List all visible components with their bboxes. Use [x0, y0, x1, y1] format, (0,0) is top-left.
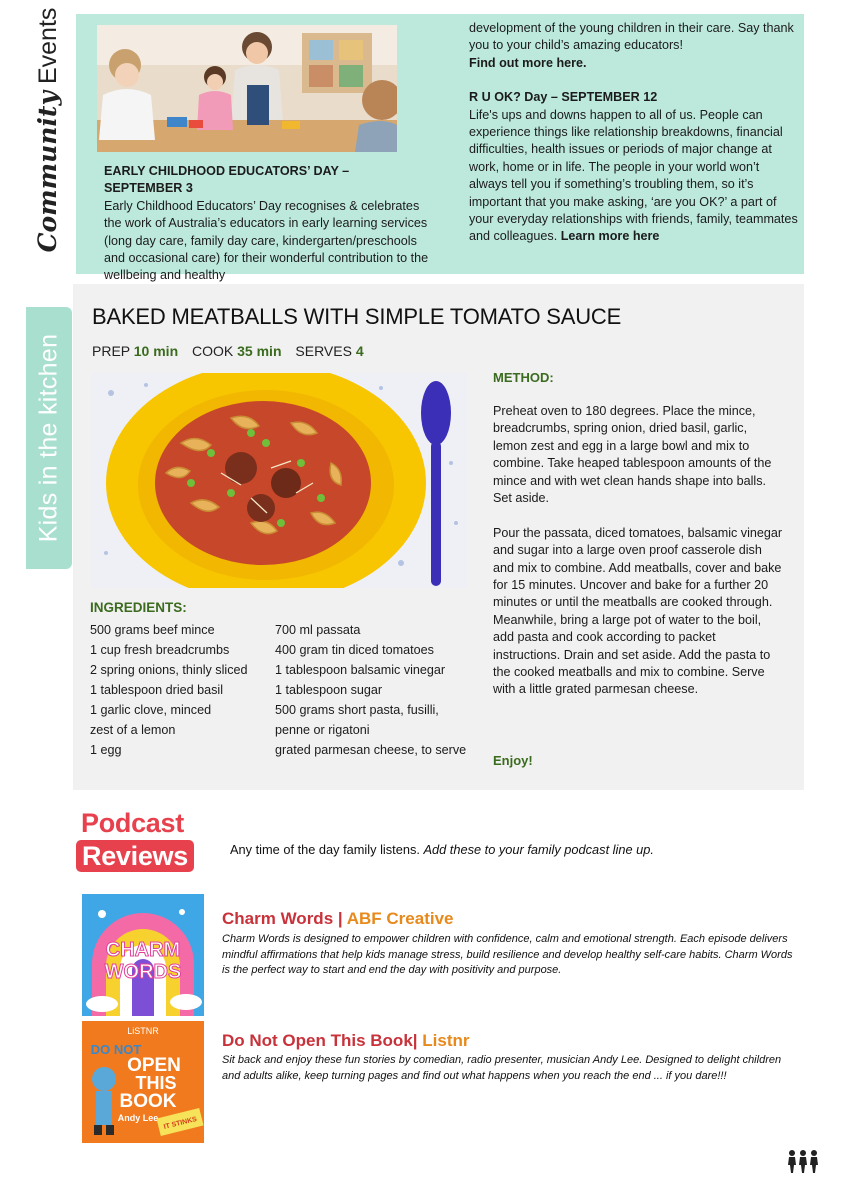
ruok-day-body: Life's ups and downs happen to all of us. People can experience things like relationship breakdowns, financial difficulties, health issues or periods of major change at work, home or in life. The people in your world won’t always tell you if something’s troubling them, so it’s important that you make asking, ‘are you OK?’ a part of your everyday relationships with friends, family, teammates and colleagues.: [469, 107, 798, 244]
ingredient-item: 700 ml passata: [275, 623, 361, 637]
charm-words-description: Charm Words is designed to empower children with confidence, calm and emotional strength. Each episode delivers mindful affirmations that help kids manage stress, build resilience and develop healthy self-care habits. Charm Words is the perfect way to start and end the day with positivity and purpose.: [222, 933, 793, 977]
enjoy-text: Enjoy!: [493, 753, 533, 768]
do-not-open-this-book-description: Sit back and enjoy these fun stories by comedian, radio presenter, musician Andy Lee. Designed to delight children and adults alike, keep turning pages and find out what happens when you reach the end ... if you dare!!!: [222, 1054, 782, 1082]
ingredient-item: zest of a lemon: [90, 723, 176, 737]
ingredient-item: 2 spring onions, thinly sliced: [90, 663, 248, 677]
educators-day-body-continued: development of the young children in their care. Say thank you to your child’s amazing educators!: [469, 21, 794, 53]
ingredient-item: 1 garlic clove, minced: [90, 703, 212, 717]
kids-in-kitchen-tab: [26, 307, 72, 569]
ingredients-list-2: [275, 620, 475, 760]
cover-sticker: IT STINKS: [163, 1115, 198, 1131]
charm-words-cover[interactable]: [82, 894, 204, 1016]
educators-classroom-photo: [97, 25, 397, 152]
podcast-publisher: ABF Creative: [346, 909, 454, 928]
serves-value: 4: [355, 343, 364, 359]
do-not-open-this-book-title[interactable]: [222, 1031, 470, 1051]
ingredient-item: 1 tablespoon balsamic vinegar: [275, 663, 446, 677]
podcast-logo-line1: Podcast: [81, 808, 184, 838]
method-heading: METHOD:: [493, 370, 554, 385]
community-label: Community: [33, 90, 62, 253]
recipe-title: BAKED MEATBALLS WITH SIMPLE TOMATO SAUCE: [92, 304, 622, 329]
podcast-tagline-sub: Add these to your family podcast line up.: [423, 842, 654, 857]
find-out-more-link[interactable]: Find out more here.: [469, 55, 587, 70]
ingredient-item: 500 grams beef mince: [90, 623, 215, 637]
ingredient-item: 400 gram tin diced tomatoes: [275, 643, 434, 657]
learn-more-link[interactable]: Learn more here: [560, 229, 660, 244]
charm-words-cover-text-2: WORDS: [104, 961, 182, 983]
method-text: [493, 403, 783, 699]
ingredient-item: 500 grams short pasta, fusilli,: [275, 703, 439, 717]
prep-label: PREP: [92, 343, 130, 359]
ingredients-heading: INGREDIENTS:: [90, 600, 187, 615]
cover-line-4: BOOK: [119, 1091, 177, 1112]
educators-day-heading: EARLY CHILDHOOD EDUCATORS’ DAY – SEPTEMBER 3: [104, 164, 350, 196]
prep-value: 10 min: [133, 343, 179, 359]
cook-label: COOK: [192, 343, 234, 359]
podcast-reviews-logo: [76, 808, 204, 874]
educators-day-body: Early Childhood Educators’ Day recognises & celebrates the work of Australia’s educators in early learning services (long day care, family day care, kindergarten/preschools and occasional care) for their wonderful contribution to the wellbeing and healthy: [104, 198, 429, 283]
kids-in-kitchen-label: Kids in the kitchen: [34, 333, 63, 543]
ruok-day-heading: R U OK? Day – SEPTEMBER 12: [469, 90, 658, 105]
recipe-panel: [73, 284, 804, 790]
ingredient-item: 1 cup fresh breadcrumbs: [90, 643, 230, 657]
podcast-publisher: Listnr: [422, 1031, 470, 1050]
podcast-logo-line2: Reviews: [76, 840, 194, 872]
podcast-name: Charm Words: [222, 909, 334, 928]
ingredient-item: penne or rigatoni: [275, 723, 370, 737]
title-separator: |: [333, 909, 347, 928]
ruok-day-column: [469, 20, 799, 246]
community-events-side-label: [28, 7, 68, 253]
podcast-name: Do Not Open This Book: [222, 1031, 413, 1050]
serves-label: SERVES: [295, 343, 352, 359]
ingredient-item: grated parmesan cheese, to serve: [275, 743, 467, 757]
cover-author: Andy Lee: [117, 1113, 159, 1123]
ruok-day-body-wrapper: [469, 107, 799, 246]
cover-line-2: OPEN: [127, 1055, 181, 1076]
charm-words-cover-text-1: CHARM: [105, 939, 181, 961]
meatballs-dish-photo: [91, 373, 467, 588]
ingredient-item: 1 tablespoon dried basil: [90, 683, 224, 697]
ingredient-item: 1 tablespoon sugar: [275, 683, 383, 697]
events-label: Events: [34, 7, 62, 85]
educators-day-column: [104, 163, 429, 285]
title-separator: |: [412, 1031, 423, 1050]
method-paragraph-2: Pour the passata, diced tomatoes, balsamic vinegar and sugar into a large oven proof casserole dish and mix to combine. Add meatballs, cover and bake for 15 minutes. Uncover and bake for a further 20 minutes or until the meatballs are cooked through. Meanwhile, bring a large pot of water to the boil, add pasta and cook according to packet instructions. Drain and set aside. Add the pasta to the cooked meatballs and mix to combine. Serve with a little grated parmesan cheese.: [493, 525, 783, 697]
do-not-open-this-book-cover[interactable]: [82, 1021, 204, 1143]
podcast-tagline: [230, 842, 654, 857]
listnr-brand-text: LiSTNR: [127, 1026, 159, 1036]
cover-line-1: DO NOT: [90, 1042, 142, 1057]
method-paragraph-1: Preheat oven to 180 degrees. Place the mince, breadcrumbs, spring onion, dried basil, garlic, lemon zest and egg in a large bowl and mix to combine. Take heaped tablespoon amounts of the mince and with wet clean hands shape into balls. Set aside.: [493, 404, 772, 506]
family-figures-icon: [786, 1148, 820, 1174]
community-events-panel: [76, 14, 804, 283]
cook-value: 35 min: [237, 343, 282, 359]
podcast-tagline-main: Any time of the day family listens.: [230, 842, 420, 857]
charm-words-title[interactable]: [222, 909, 454, 929]
cover-line-3: THIS: [135, 1073, 177, 1093]
recipe-meta: [92, 343, 364, 359]
ingredient-item: 1 egg: [90, 743, 122, 757]
ingredients-list-1: [90, 620, 270, 760]
